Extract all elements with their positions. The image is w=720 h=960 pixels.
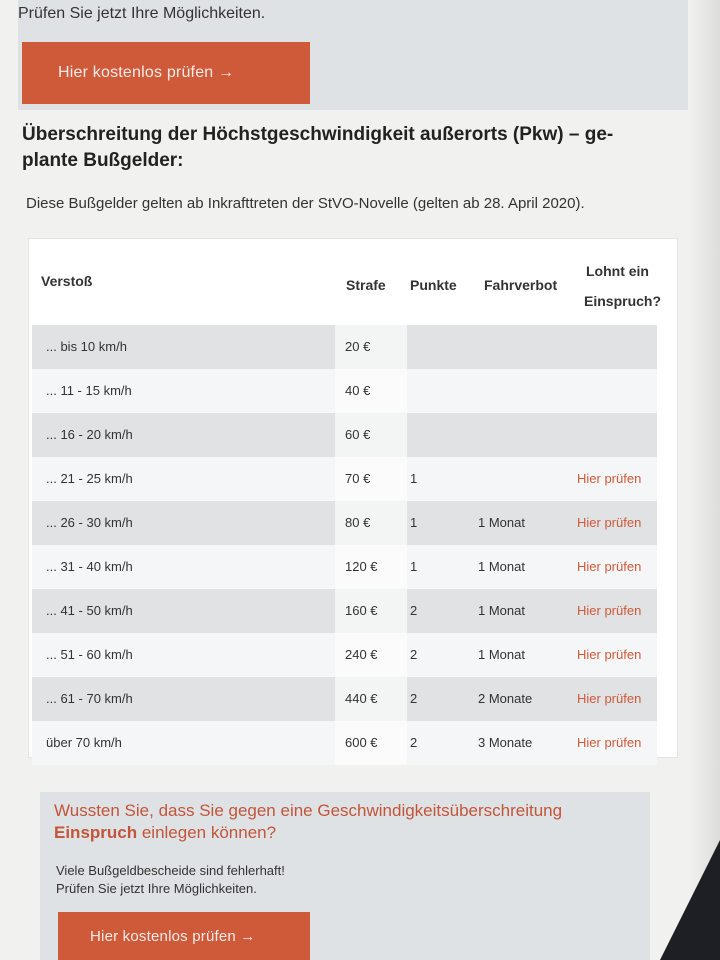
cell-punkte: 2: [410, 647, 418, 662]
cell-verstoss: ... 11 - 15 km/h: [46, 383, 132, 398]
page-heading-line1: Überschreitung der Höchstgeschwindigkeit außerorts (Pkw) – ge-: [22, 124, 614, 145]
bottom-text-line2: Prüfen Sie jetzt Ihre Möglichkeiten.: [56, 881, 257, 896]
cell-verstoss: ... 21 - 25 km/h: [46, 471, 133, 486]
table-row: [32, 325, 657, 369]
cell-verstoss: ... 26 - 30 km/h: [46, 515, 133, 530]
bottom-heading-bold: Einspruch: [54, 823, 138, 842]
table-row: [32, 501, 657, 545]
header-strafe: Strafe: [346, 277, 386, 293]
cell-strafe: 80 €: [345, 515, 371, 530]
cell-punkte: 2: [410, 735, 418, 750]
cell-punkte: 1: [410, 559, 418, 574]
cell-strafe: 40 €: [345, 383, 371, 398]
cell-fahrverbot: 1 Monat: [478, 559, 525, 574]
table-row: [32, 413, 657, 457]
cell-fahrverbot: 2 Monate: [478, 691, 533, 706]
cell-strafe: 240 €: [345, 647, 378, 662]
cell-strafe: 20 €: [345, 339, 371, 354]
check-link[interactable]: Hier prüfen: [577, 647, 642, 662]
cell-strafe: 60 €: [345, 427, 371, 442]
check-free-button-top[interactable]: Hier kostenlos prüfen →: [22, 42, 310, 104]
bottom-promo-heading: [54, 800, 644, 844]
cell-strafe: 160 €: [345, 603, 378, 618]
header-fahrverbot: Fahrverbot: [484, 277, 558, 293]
cell-fahrverbot: 1 Monat: [478, 603, 525, 618]
check-link[interactable]: Hier prüfen: [577, 515, 642, 530]
cell-fahrverbot: 1 Monat: [478, 647, 525, 662]
check-free-button-bottom[interactable]: Hier kostenlos prüfen →: [58, 912, 310, 960]
cell-verstoss: über 70 km/h: [46, 735, 122, 750]
cell-strafe: 120 €: [345, 559, 378, 574]
bottom-heading-part2: einlegen können?: [137, 823, 277, 842]
bottom-text-line1: Viele Bußgeldbescheide sind fehlerhaft!: [56, 863, 285, 878]
cell-verstoss: ... bis 10 km/h: [46, 339, 127, 354]
cell-strafe: 440 €: [345, 691, 378, 706]
page-heading-line2: plante Bußgelder:: [22, 150, 184, 171]
header-einspruch-line2: Einspruch?: [584, 293, 662, 309]
cell-strafe: 70 €: [345, 471, 371, 486]
header-punkte: Punkte: [410, 277, 457, 293]
check-link[interactable]: Hier prüfen: [577, 603, 642, 618]
bottom-heading-part1: Wussten Sie, dass Sie gegen eine Geschwindigkeitsüberschreitung: [54, 801, 563, 820]
page-heading: [22, 122, 662, 174]
cell-punkte: 2: [410, 603, 418, 618]
table-row: [32, 721, 657, 765]
header-einspruch-line1: Lohnt ein: [586, 263, 649, 279]
check-link[interactable]: Hier prüfen: [577, 735, 642, 750]
top-promo-text: Prüfen Sie jetzt Ihre Möglichkeiten.: [18, 5, 266, 22]
check-link[interactable]: Hier prüfen: [577, 559, 642, 574]
bottom-promo-text: [56, 862, 285, 898]
table-row: [32, 457, 657, 501]
table-header: [29, 239, 679, 325]
table-row: [32, 589, 657, 633]
cell-fahrverbot: 3 Monate: [478, 735, 533, 750]
header-verstoss: Verstoß: [41, 273, 93, 289]
cell-verstoss: ... 31 - 40 km/h: [46, 559, 133, 574]
fines-table: [28, 238, 678, 758]
cell-punkte: 1: [410, 471, 418, 486]
table-row: [32, 677, 657, 721]
cell-verstoss: ... 16 - 20 km/h: [46, 427, 133, 442]
table-row: [32, 633, 657, 677]
cell-verstoss: ... 51 - 60 km/h: [46, 647, 133, 662]
cell-punkte: 1: [410, 515, 418, 530]
cell-punkte: 2: [410, 691, 418, 706]
page-subtitle: Diese Bußgelder gelten ab Inkrafttreten der StVO-Novelle (gelten ab 28. April 2020).: [26, 195, 585, 212]
check-link[interactable]: Hier prüfen: [577, 471, 642, 486]
cell-verstoss: ... 41 - 50 km/h: [46, 603, 133, 618]
cell-verstoss: ... 61 - 70 km/h: [46, 691, 133, 706]
screen-edge-shade: [690, 0, 720, 960]
table-row: [32, 369, 657, 413]
table-row: [32, 545, 657, 589]
cell-strafe: 600 €: [345, 735, 378, 750]
cell-fahrverbot: 1 Monat: [478, 515, 525, 530]
check-link[interactable]: Hier prüfen: [577, 691, 642, 706]
